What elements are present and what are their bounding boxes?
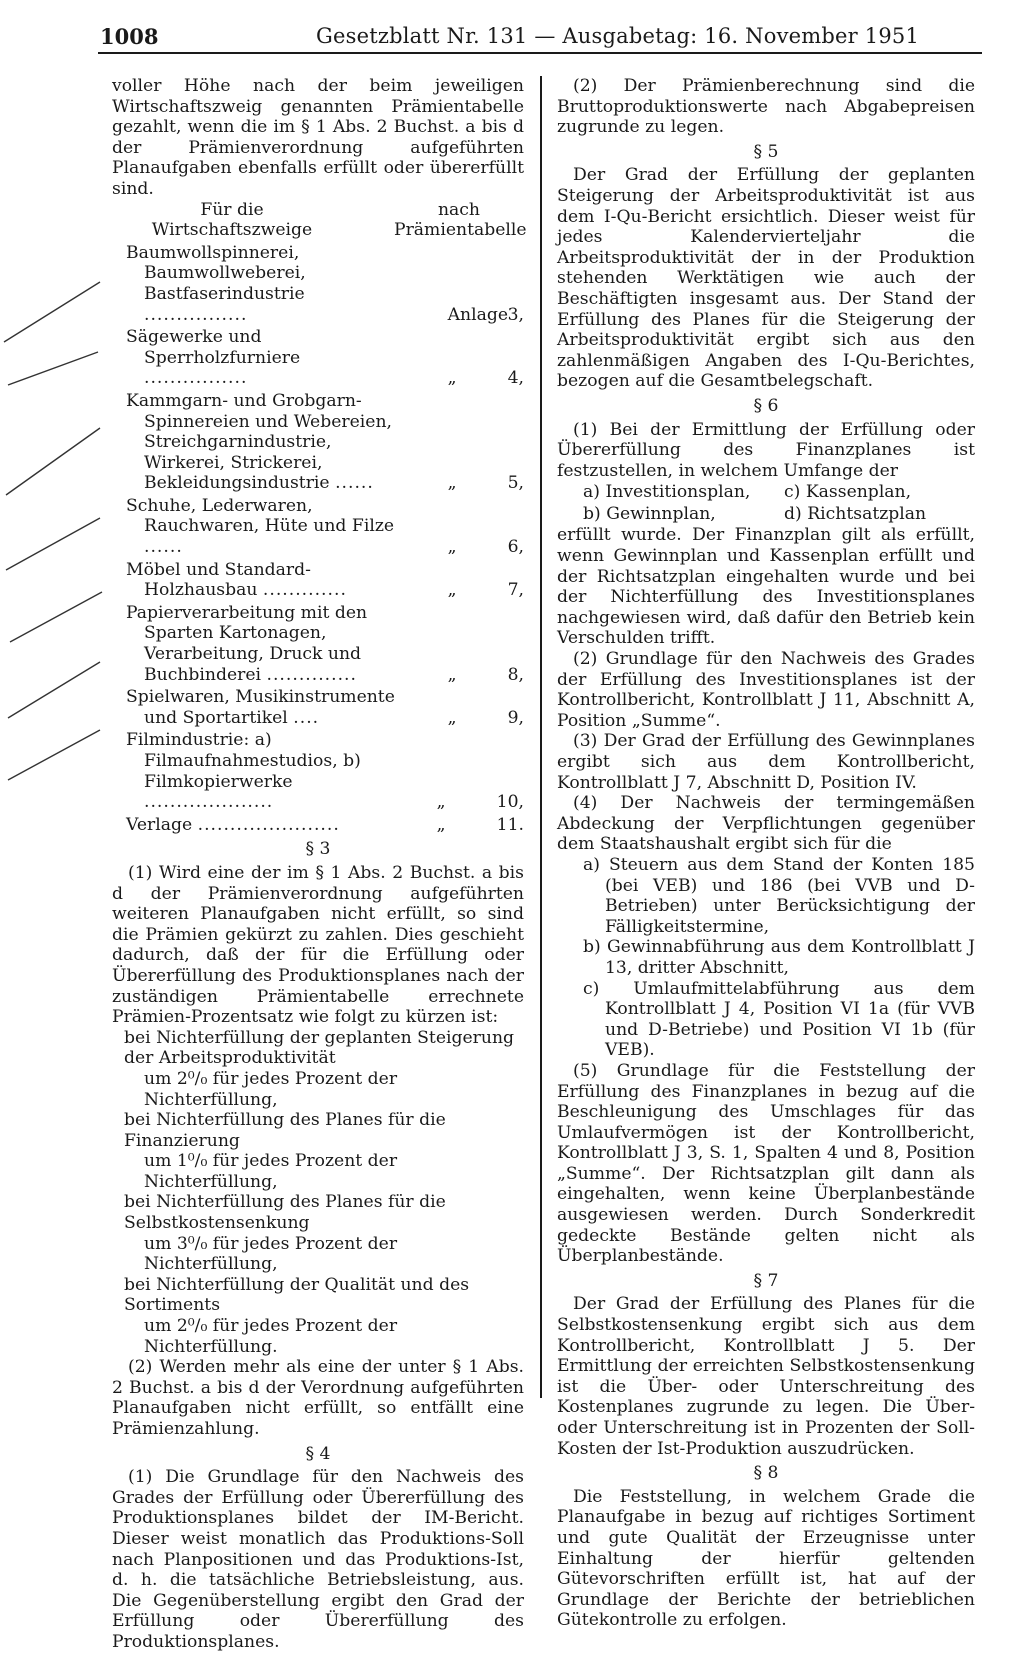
right-column [557, 76, 975, 1631]
reduction-rate: um 2⁰/₀ für jedes Prozent der Nichterfüllung, [144, 1068, 398, 1110]
column-divider [540, 76, 542, 1398]
row-table-number: 11. [496, 814, 524, 835]
section-6-paragraph-2: (2) Grundlage für den Nachweis des Grades der Erfüllung des Investitionsplanes ist der Kontrollbericht, Kontrollblatt J 11, Abschnitt A, Position „Summe“. [557, 649, 975, 731]
intro-paragraph: voller Höhe nach der beim jeweiligen Wirtschaftszweig genannten Prämientabelle gezahlt, wenn die im § 1 Abs. 2 Buchst. a bis d der Prämienverordnung aufgeführten Planaufgaben ebenfalls erfüllt oder übererfüllt sind. [112, 76, 524, 199]
pencil-mark [6, 428, 100, 495]
section-7-heading: § 7 [753, 1270, 779, 1291]
table-row [126, 243, 524, 325]
premium-table-header [112, 199, 527, 241]
pencil-mark [10, 592, 102, 642]
reduction-item-quality: bei Nichterfüllung der Qualität und des Sortiments [124, 1274, 470, 1316]
financial-plans-list [573, 482, 975, 503]
section-6-paragraph-1-continued: erfüllt wurde. Der Finanzplan gilt als erfüllt, wenn Gewinnplan und Kassenplan erfüllt und der Richtsatzplan eingehalten wurde und bei der Nichterfüllung des Investitionsplanes nachgewiesen wird, daß dafür den Betrieb kein Verschulden trifft. [557, 525, 975, 649]
table-row [126, 687, 524, 728]
reduction-item-financing: bei Nichterfüllung des Planes für die Finanzierung [124, 1110, 446, 1151]
row-label: Verlage [126, 814, 193, 835]
pencil-mark [8, 662, 100, 718]
row-prefix: „ [447, 473, 457, 494]
row-prefix: „ [436, 814, 446, 835]
section-6-heading: § 6 [753, 395, 779, 416]
section-8-paragraph: Die Feststellung, in welchem Grade die Planaufgabe in bezug auf richtiges Sortiment und gute Qualität der Erzeugnisse unter Einhaltung der hierfür geltenden Gütevorschriften erfüllt ist, hat auf der Grundlage der Berichte der betrieblichen Gütekontrolle zu erfolgen. [557, 1486, 975, 1631]
page-header [98, 18, 982, 54]
financial-plans-list [573, 504, 975, 525]
section-4-paragraph-1: (1) Die Grundlage für den Nachweis des Grades der Erfüllung oder Übererfüllung des Produktionsplanes bildet der IM-Bericht. Dieser weist monatlich das Produktions-Soll nach Planpositionen und das Produktions-Ist, d. h. die tatsächliche Betriebsleistung, aus. Die Gegenüberstellung ergibt den Grad der Erfüllung oder Übererfüllung des Produktionsplanes. [112, 1467, 524, 1652]
reduction-item-productivity: bei Nichterfüllung der geplanten Steigerung der Arbeitsproduktivität [124, 1027, 515, 1069]
pencil-mark [6, 518, 100, 570]
table-row [126, 496, 524, 558]
obligation-item-working-capital: c) Umlaufmittelabführung aus dem Kontrollblatt J 4, Position VI 1a (für VVB und D-Betriebe) und Position VI 1b (für VEB). [583, 978, 975, 1061]
row-leader-dots: ................ [144, 368, 248, 389]
pencil-mark [4, 282, 100, 342]
row-table-number: 10, [496, 792, 524, 813]
table-row [126, 391, 524, 494]
section-4-heading: § 4 [305, 1443, 331, 1464]
reduction-rate: um 2⁰/₀ für jedes Prozent der Nichterfüllung. [144, 1316, 398, 1357]
table-header-sectors: Für die Wirtschaftszweige [151, 199, 313, 241]
table-row [126, 560, 524, 601]
obligation-item-profit-transfer: b) Gewinnabführung aus dem Kontrollblatt J 13, dritter Abschnitt, [583, 937, 975, 978]
reduction-rate: um 1⁰/₀ für jedes Prozent der Nichterfüllung, [144, 1151, 398, 1192]
row-label: Baumwollspinnerei, Baumwollweberei, Bastfaserindustrie [126, 242, 306, 304]
reduction-item-cost-reduction: bei Nichterfüllung des Planes für die Selbstkostensenkung [124, 1192, 446, 1234]
left-column [112, 76, 527, 1653]
row-label: Kammgarn- und Grobgarn-Spinnereien und Webereien, Streichgarnindustrie, Wirkerei, Strickerei, Bekleidungsindustrie [126, 390, 392, 494]
table-row [126, 815, 524, 836]
row-prefix: „ [436, 792, 446, 813]
table-row [126, 730, 524, 812]
row-table-number: 4, [507, 368, 524, 389]
obligation-item-taxes: a) Steuern aus dem Stand der Konten 185 (bei VEB) und 186 (bei VVB und D-Betrieben) unter Berücksichtigung der Fälligkeitstermine, [583, 854, 975, 937]
row-prefix: „ [447, 707, 457, 728]
section-6-paragraph-1: (1) Bei der Ermittlung der Erfüllung oder Übererfüllung des Finanzplanes ist festzustellen, in welchem Umfange der [557, 419, 975, 481]
row-leader-dots: ...... [144, 537, 183, 558]
plan-cash: c) Kassenplan, [784, 482, 912, 503]
table-row [126, 327, 524, 389]
section-4-paragraph-2: (2) Der Prämienberechnung sind die Bruttoproduktionswerte nach Abgabepreisen zugrunde zu legen. [557, 76, 975, 138]
row-label: Schuhe, Lederwaren, Rauchwaren, Hüte und Filze [126, 495, 395, 537]
section-7-paragraph: Der Grad der Erfüllung des Planes für die Selbstkostensenkung ergibt sich aus dem Kontrollbericht, Kontrollblatt J 5. Der Ermittlung der erreichten Selbstkostensenkung ist die Über- oder Unterschreitung des Kostenplanes zugrunde zu legen. Die Über- oder Unterschreitung ist in Prozenten der Soll-Kosten der Ist-Produktion auszudrücken. [557, 1294, 975, 1459]
row-leader-dots: ............. [262, 580, 347, 601]
section-3-heading: § 3 [305, 839, 331, 860]
section-5-paragraph: Der Grad der Erfüllung der geplanten Steigerung der Arbeitsproduktivität ist aus dem I-Qu-Bericht ersichtlich. Dieser weist für jedes Kalendervierteljahr die Arbeitsproduktivität der in der Produktion stehenden Werktätigen wie auch der Beschäftigten insgesamt aus. Der Stand der Erfüllung des Planes für die Steigerung der Arbeitsproduktivität ergibt sich aus den zahlenmäßigen Angaben des I-Qu-Berichtes, bezogen auf die Gesamtbelegschaft. [557, 165, 975, 392]
row-prefix: „ [447, 664, 457, 685]
row-prefix: „ [447, 368, 457, 389]
row-leader-dots: ...................... [197, 814, 340, 835]
section-6-paragraph-5: (5) Grundlage für die Feststellung der Erfüllung des Finanzplanes in bezug auf die Beschleunigung des Umschlages für das Umlaufvermögen ist der Kontrollbericht, Kontrollblatt J 3, S. 1, Spalten 4 und 8, Position „Summe“. Der Richtsatzplan gilt dann als eingehalten, wenn keine Überplanbestände ausgewiesen werden. Durch Sonderkredit gedeckte Bestände gelten nicht als Überplanbestände. [557, 1060, 975, 1267]
plan-standard-rate: d) Richtsatzplan [784, 503, 927, 524]
row-table-number: 7, [507, 580, 524, 601]
premium-table [112, 243, 524, 836]
page-number: 1008 [100, 24, 159, 49]
gazette-title: Gesetzblatt Nr. 131 — Ausgabetag: 16. November 1951 [316, 24, 920, 48]
section-8-heading: § 8 [753, 1463, 779, 1484]
plan-profit: b) Gewinnplan, [583, 503, 716, 524]
row-table-number: 9, [507, 707, 524, 728]
row-label: Papierverarbeitung mit den Sparten Kartonagen, Verarbeitung, Druck und Buchbinderei [126, 602, 368, 685]
row-prefix: „ [447, 537, 457, 558]
plan-investment: a) Investitionsplan, [583, 482, 751, 503]
row-label: Filmindustrie: a) Filmaufnahmestudios, b) Filmkopierwerke [126, 730, 361, 792]
row-leader-dots: .... [293, 707, 320, 728]
pencil-mark [8, 730, 100, 780]
section-3-paragraph-2: (2) Werden mehr als eine der unter § 1 Abs. 2 Buchst. a bis d der Verordnung aufgeführten Planaufgaben nicht erfüllt, so entfällt eine Prämienzahlung. [112, 1357, 524, 1439]
row-table-number: 8, [507, 664, 524, 685]
row-table-number: 6, [507, 537, 524, 558]
section-5-heading: § 5 [753, 141, 779, 162]
row-label: Möbel und Standard-Holzhausbau [126, 559, 311, 601]
table-header-tables: nach Prämientabelle [394, 199, 527, 241]
row-leader-dots: .................... [144, 792, 274, 813]
row-leader-dots: .............. [266, 664, 357, 685]
reduction-rate: um 3⁰/₀ für jedes Prozent der Nichterfüllung, [144, 1233, 398, 1275]
row-label: Sägewerke und Sperrholzfurniere [126, 327, 301, 368]
row-table-number: 5, [507, 473, 524, 494]
row-label: Spielwaren, Musikinstrumente und Sportartikel [126, 687, 395, 728]
row-leader-dots: ................ [144, 304, 248, 325]
section-6-paragraph-4: (4) Der Nachweis der termingemäßen Abdeckung der Verpflichtungen gegenüber dem Staatshaushalt ergibt sich für die [557, 793, 975, 855]
row-table-number: 3, [507, 304, 524, 325]
margin-pencil-marks [0, 260, 110, 800]
table-row [126, 603, 524, 685]
row-prefix: „ [447, 580, 457, 601]
pencil-mark [8, 352, 98, 385]
row-prefix: Anlage [447, 304, 508, 325]
section-6-paragraph-3: (3) Der Grad der Erfüllung des Gewinnplanes ergibt sich aus dem Kontrollbericht, Kontrollblatt J 7, Abschnitt D, Position IV. [557, 731, 975, 793]
section-3-paragraph-1: (1) Wird eine der im § 1 Abs. 2 Buchst. a bis d der Prämienverordnung aufgeführten weiteren Planaufgaben nicht erfüllt, so sind die Prämien gekürzt zu zahlen. Dies geschieht dadurch, daß der für die Erfüllung oder Übererfüllung des Produktionsplanes nach der zuständigen Prämientabelle errechnete Prämien-Prozentsatz wie folgt zu kürzen ist: [112, 862, 524, 1028]
row-leader-dots: ...... [335, 473, 374, 494]
